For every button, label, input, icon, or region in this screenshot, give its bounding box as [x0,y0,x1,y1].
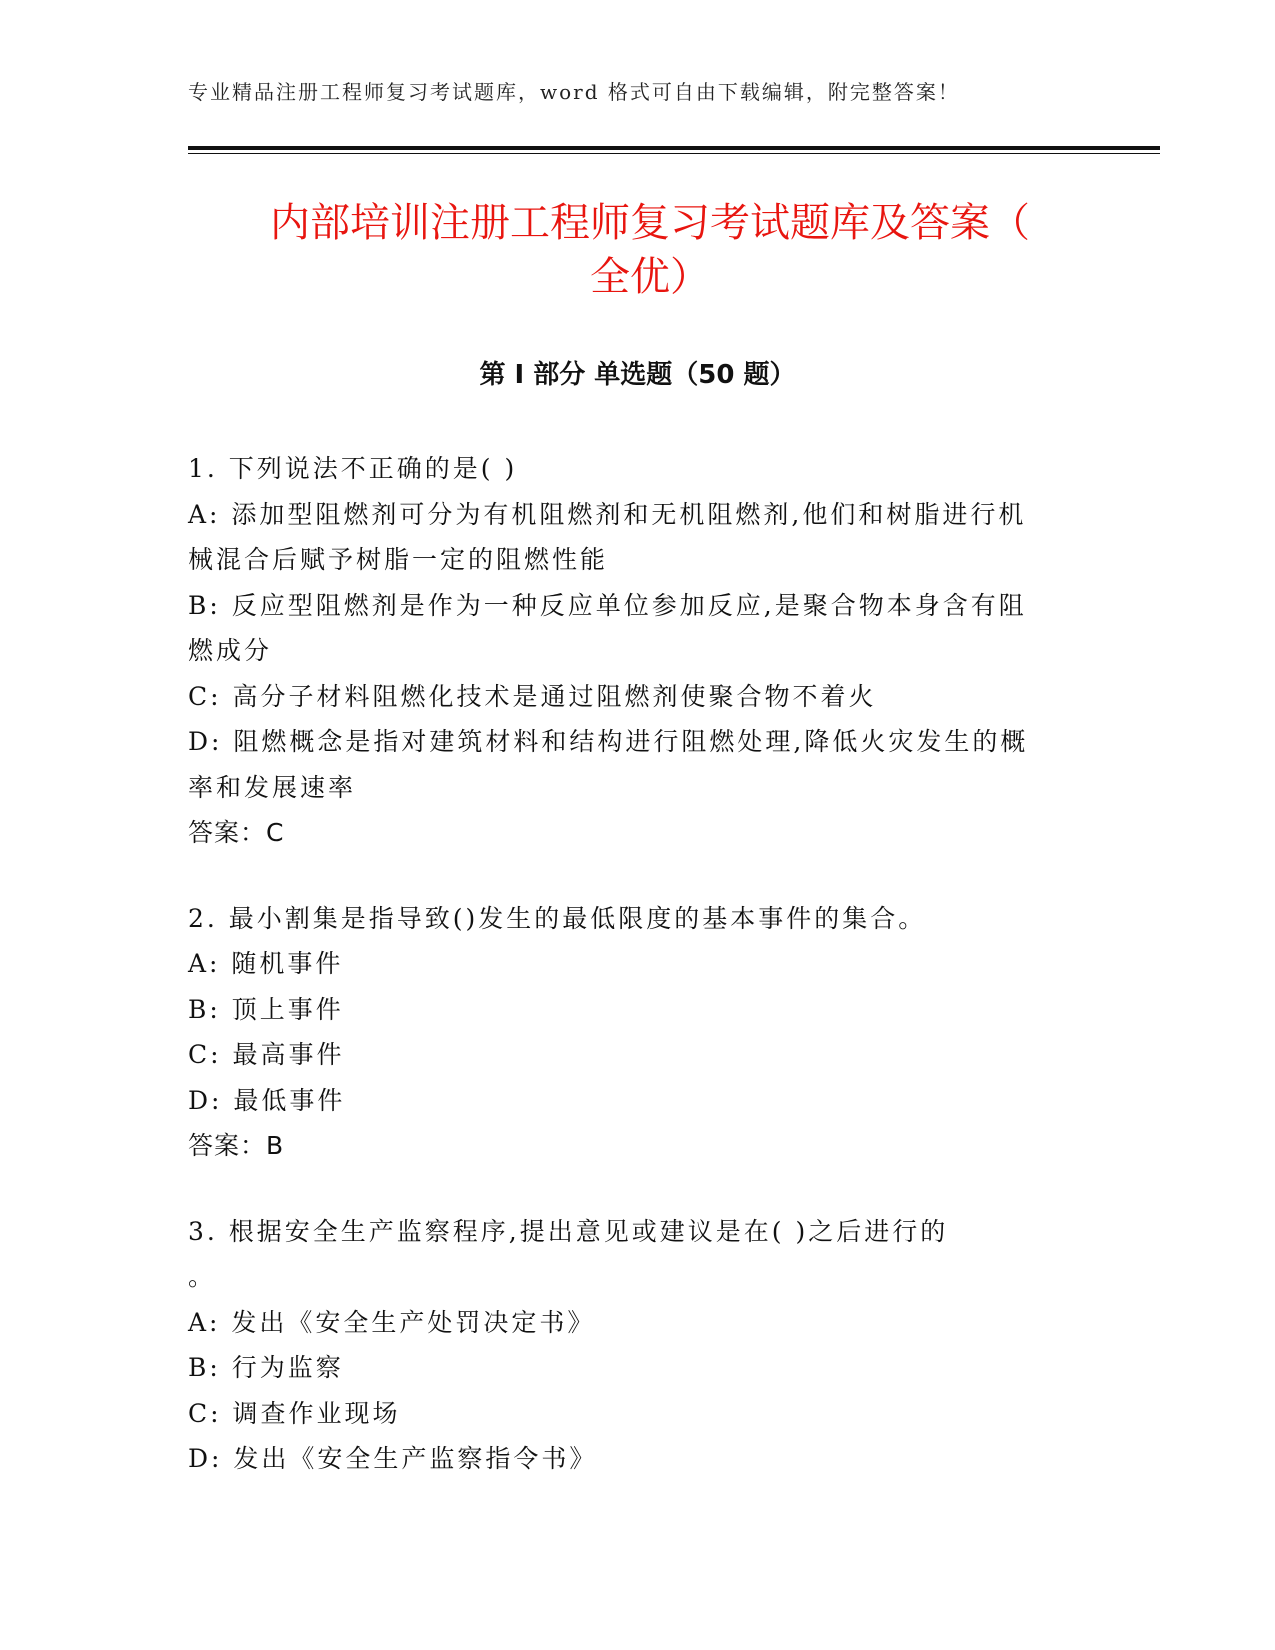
option-c [188,674,1088,720]
option-text: 燃成分 [188,636,273,665]
option-b: B: 顶上事件 [188,994,344,1024]
header-rule-thick [188,146,1160,150]
answer-text: 答案：B [188,1131,285,1160]
option-d: D: 发出《安全生产监察指令书》 [188,1444,598,1473]
question-stem-continued: 。 [188,1262,217,1291]
option-c: C: 最高事件 [188,1040,345,1069]
question-list [188,446,1088,1522]
question-2 [188,896,1088,1169]
section-heading: 第 I 部分 单选题（50 题） [479,360,796,390]
document-title-line-2: 全优） [590,254,710,300]
option-a [188,492,1088,583]
header-rule-thin [188,153,1160,154]
page-header: 专业精品注册工程师复习考试题库，word 格式可自由下载编辑，附完整答案！ [188,80,960,104]
question-stem: 3. 根据安全生产监察程序,提出意见或建议是在( )之后进行的 [188,1216,949,1246]
question-1 [188,446,1088,856]
option-text: 率和发展速率 [188,772,357,802]
option-d [188,719,1088,810]
question-stem: 2. 最小割集是指导致()发生的最低限度的基本事件的集合。 [188,903,927,933]
option-text: B: 反应型阻燃剂是作为一种反应单位参加反应,是聚合物本身含有阻 [188,590,1027,620]
document-title-line-1: 内部培训注册工程师复习考试题库及答案（ [270,200,1030,246]
option-text: A: 添加型阻燃剂可分为有机阻燃剂和无机阻燃剂,他们和树脂进行机 [188,499,1027,529]
option-text: D: 阻燃概念是指对建筑材料和结构进行阻燃处理,降低火灾发生的概 [188,727,1029,756]
question-3 [188,1209,1088,1482]
option-b [188,583,1088,674]
question-stem: 1. 下列说法不正确的是( ) [188,454,518,483]
option-a: A: 发出《安全生产处罚决定书》 [188,1307,596,1337]
answer-text: 答案：C [188,818,285,847]
document-title [150,196,1150,304]
option-text: C: 高分子材料阻燃化技术是通过阻燃剂使聚合物不着火 [188,681,877,711]
option-b: B: 行为监察 [188,1353,344,1382]
option-c: C: 调查作业现场 [188,1398,401,1428]
option-a: A: 随机事件 [188,949,344,978]
option-text: 械混合后赋予树脂一定的阻燃性能 [188,545,609,574]
option-d: D: 最低事件 [188,1085,346,1115]
